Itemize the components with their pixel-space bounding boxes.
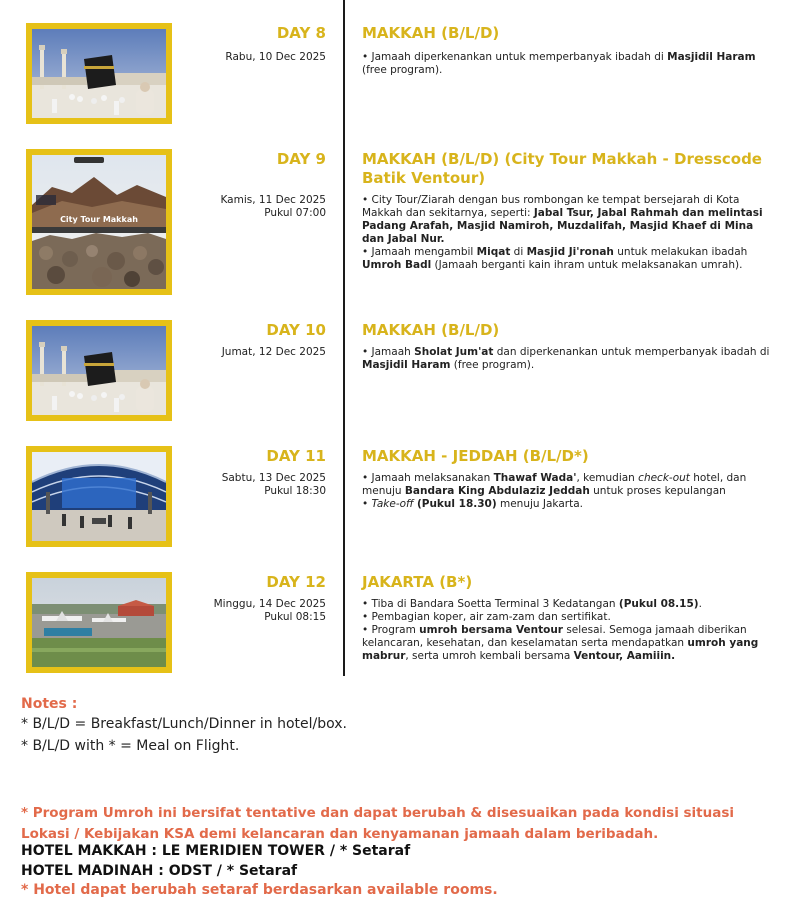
day-label: DAY 11 bbox=[266, 447, 326, 465]
day-title: JAKARTA (B*) bbox=[362, 573, 473, 591]
description-paragraph: • Jamaah mengambil Miqat di Masjid Ji'ronah untuk melakukan ibadah Umroh Badl (Jamaah berganti kain ihram untuk melaksanakan umrah). bbox=[362, 246, 748, 271]
date-line: Sabtu, 13 Dec 2025 bbox=[221, 472, 326, 484]
day-date bbox=[222, 346, 326, 359]
timeline-line bbox=[343, 0, 345, 676]
day-date bbox=[214, 598, 326, 624]
description-paragraph: • Pembagian koper, air zam-zam dan sertifikat. bbox=[362, 611, 611, 623]
notes-title: Notes : bbox=[21, 696, 78, 712]
description-paragraph: • Jamaah diperkenankan untuk memperbanyak ibadah di Masjidil Haram (free program). bbox=[362, 51, 756, 76]
description-paragraph: • Jamaah Sholat Jum'at dan diperkenankan untuk memperbanyak ibadah di Masjidil Haram (free program). bbox=[362, 346, 770, 371]
city-tour-photo bbox=[26, 149, 172, 295]
day-title: MAKKAH (B/L/D) bbox=[362, 321, 500, 339]
kaaba-photo bbox=[26, 320, 172, 421]
city-tour-caption: City Tour Makkah bbox=[60, 215, 138, 224]
description-paragraph: • Tiba di Bandara Soetta Terminal 3 Kedatangan (Pukul 08.15). bbox=[362, 598, 702, 610]
day-title: MAKKAH - JEDDAH (B/L/D*) bbox=[362, 447, 589, 465]
day-date bbox=[222, 472, 326, 498]
description-paragraph: • Program umroh bersama Ventour selesai. Semoga jamaah diberikan kelancaran, kesehatan, dan keselamatan serta mendapatkan umroh yang mabrur, serta umroh kembali bersama Ventour, Aamiiin. bbox=[362, 624, 759, 662]
day-label: DAY 12 bbox=[266, 573, 326, 591]
day-description bbox=[362, 51, 777, 77]
hotel-makkah: HOTEL MAKKAH : LE MERIDIEN TOWER / * Setaraf bbox=[21, 843, 411, 859]
day-date bbox=[225, 51, 326, 64]
day-description bbox=[362, 598, 777, 663]
time-line: Pukul 18:30 bbox=[264, 485, 326, 497]
time-line: Pukul 08:15 bbox=[264, 611, 326, 623]
hotel-madinah: HOTEL MADINAH : ODST / * Setaraf bbox=[21, 863, 298, 879]
day-title: MAKKAH (B/L/D) bbox=[362, 24, 500, 42]
day-description bbox=[362, 346, 777, 372]
time-line: Pukul 07:00 bbox=[264, 207, 326, 219]
day-date bbox=[220, 194, 326, 220]
day-title: MAKKAH (B/L/D) (City Tour Makkah - Dresscode Batik Ventour) bbox=[362, 150, 762, 187]
disclaimer: * Program Umroh ini bersifat tentative dan dapat berubah & disesuaikan pada kondisi situasi Lokasi / Kebijakan KSA demi kelancaran dan kenyamanan jamaah dalam beribadah. bbox=[21, 805, 735, 842]
date-line: Rabu, 10 Dec 2025 bbox=[225, 51, 326, 63]
date-line: Kamis, 11 Dec 2025 bbox=[220, 194, 326, 206]
description-paragraph: • City Tour/Ziarah dengan bus rombongan ke tempat bersejarah di Kota Makkah dan sekitarnya, seperti: Jabal Tsur, Jabal Rahmah dan melintasi Padang Arafah, Masjid Namiroh, Muzdalifah, Masjid Khaef di Mina dan Jabal Nur. bbox=[362, 194, 763, 245]
day-label: DAY 9 bbox=[276, 150, 326, 168]
hotel-note: * Hotel dapat berubah setaraf berdasarkan available rooms. bbox=[21, 882, 498, 898]
airport-terminal-photo bbox=[26, 446, 172, 547]
day-description bbox=[362, 472, 777, 511]
day-label: DAY 8 bbox=[276, 24, 326, 42]
soetta-airport-photo bbox=[26, 572, 172, 673]
day-label: DAY 10 bbox=[266, 321, 326, 339]
kaaba-photo bbox=[26, 23, 172, 124]
note-line: * B/L/D = Breakfast/Lunch/Dinner in hotel/box. bbox=[21, 716, 347, 732]
description-paragraph: • Take-off (Pukul 18.30) menuju Jakarta. bbox=[362, 498, 583, 510]
description-paragraph: • Jamaah melaksanakan Thawaf Wada', kemudian check-out hotel, dan menuju Bandara King Abdulaziz Jeddah untuk proses kepulangan bbox=[362, 472, 747, 497]
note-line: * B/L/D with * = Meal on Flight. bbox=[21, 738, 240, 754]
day-description bbox=[362, 194, 777, 272]
date-line: Minggu, 14 Dec 2025 bbox=[213, 598, 326, 610]
date-line: Jumat, 12 Dec 2025 bbox=[221, 346, 326, 358]
